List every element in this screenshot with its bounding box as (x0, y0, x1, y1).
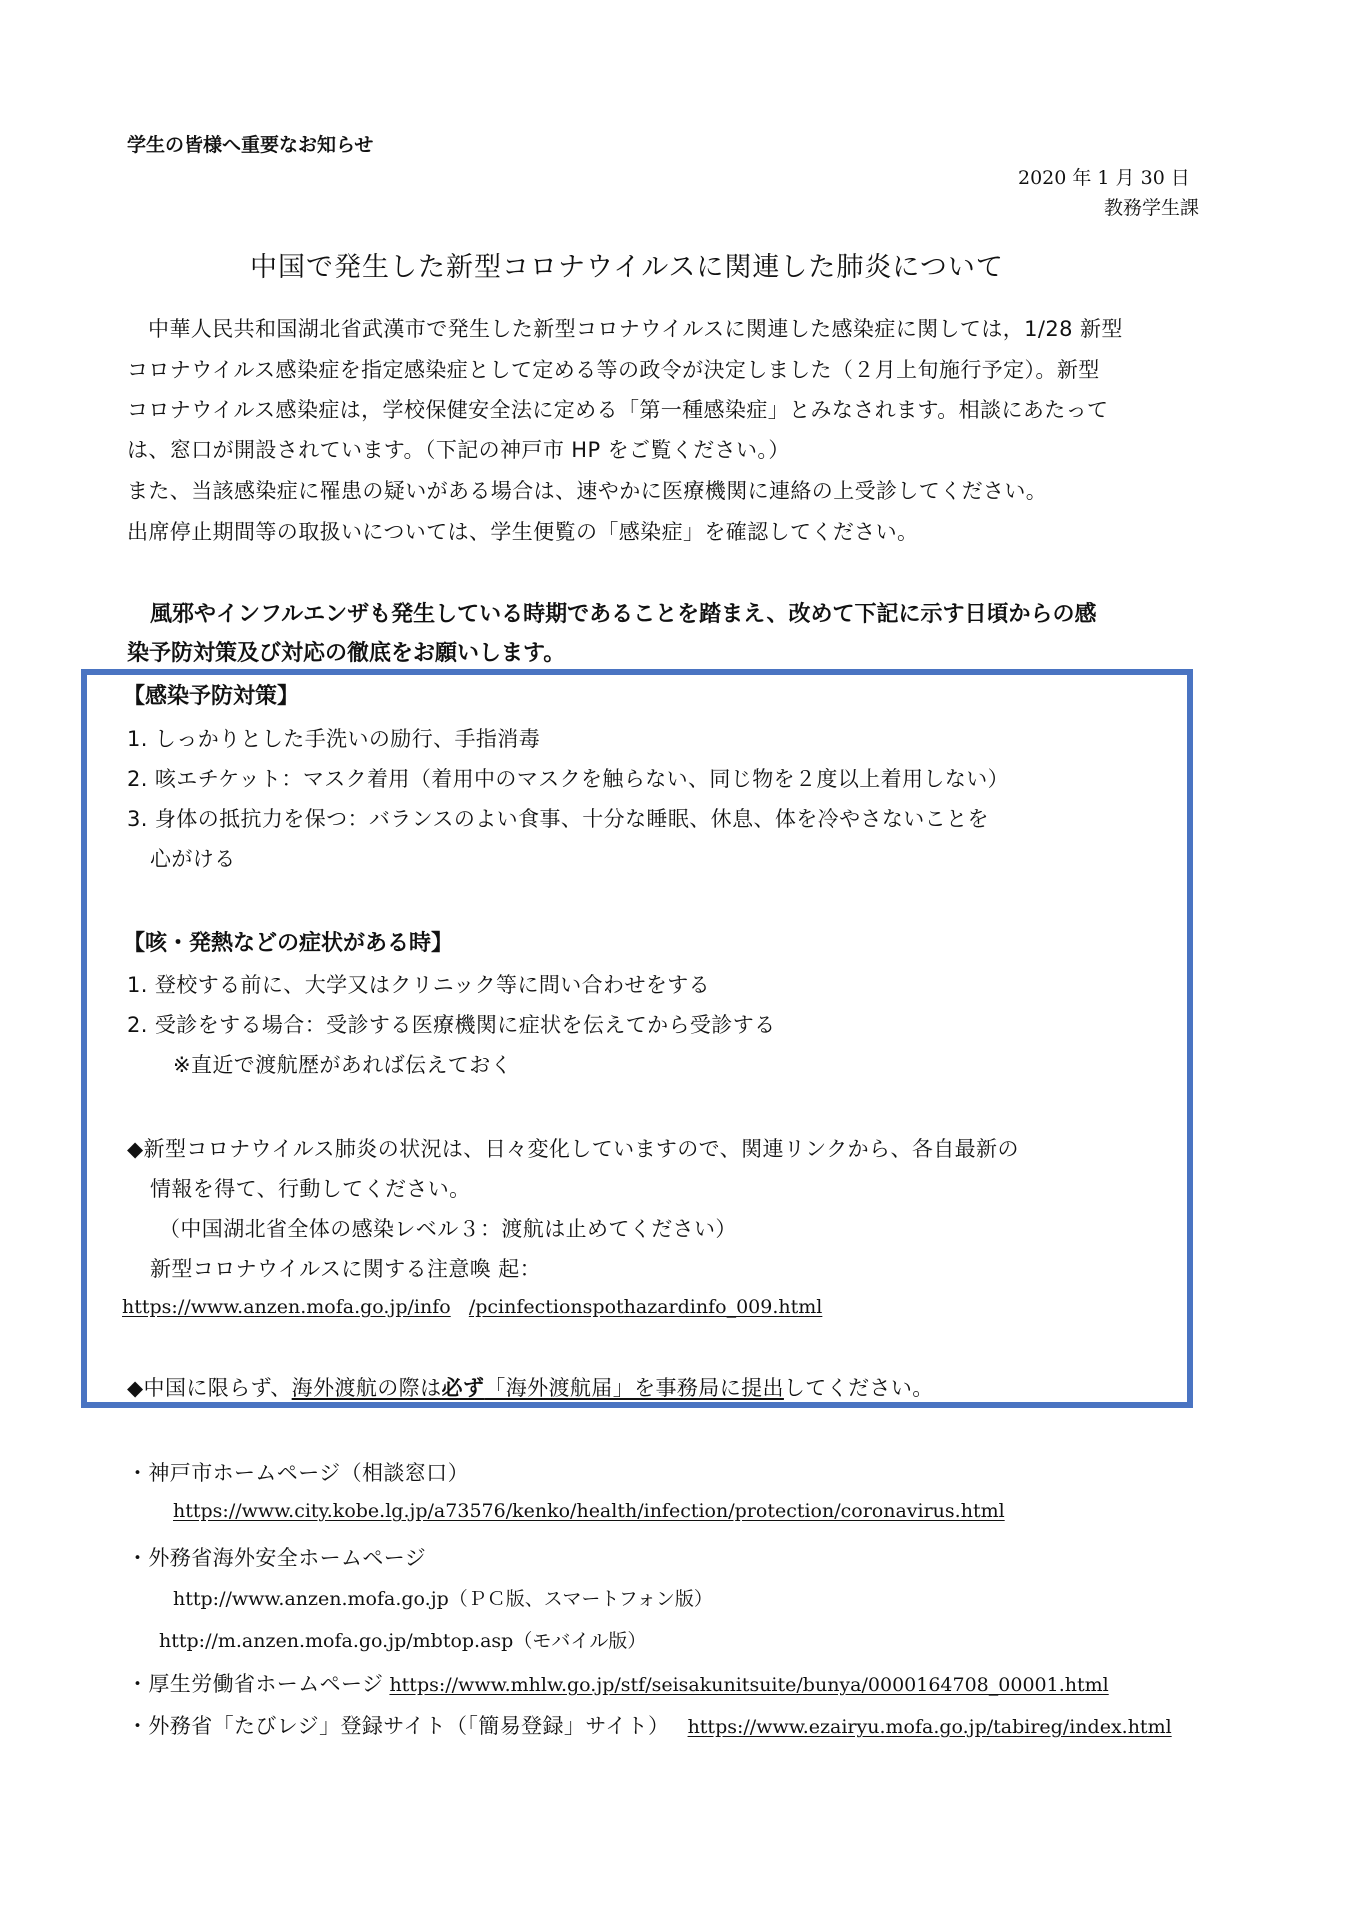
kobe-label: ・神戸市ホームページ（相談窓口） (127, 1461, 469, 1485)
notice-heading: 学生の皆様へ重要なお知らせ (127, 134, 374, 156)
request-line-1: 風邪やインフルエンザも発生している時期であることを踏まえ、改めて下記に示す日頃からの感 (150, 602, 1097, 627)
tabireg-row (127, 1710, 1172, 1740)
date: 2020 年 1 月 30 日 (1018, 167, 1190, 189)
mofa-label: ・外務省海外安全ホームページ (127, 1546, 427, 1570)
kobe-url[interactable]: https://www.city.kobe.lg.jp/a73576/kenko/health/infection/protection/coronavirus.html (173, 1500, 1005, 1522)
travel-underline-2: 「海外渡航届」を事務局に提出 (484, 1376, 784, 1400)
info-url-a[interactable]: https://www.anzen.mofa.go.jp/info (122, 1296, 451, 1318)
info-line-3: （中国湖北省全体の感染レベル３：渡航は止めてください） (159, 1217, 737, 1241)
symptoms-item-1: 1. 登校する前に、大学又はクリニック等に問い合わせをする (127, 973, 711, 997)
intro-line-3: コロナウイルス感染症は，学校保健安全法に定める「第一種感染症」とみなされます。相談にあたって (127, 398, 1109, 422)
prevention-item-3: 3. 身体の抵抗力を保つ：バランスのよい食事、十分な睡眠、休息、体を冷やさないことを (127, 807, 989, 831)
intro-line-5: また、当該感染症に罹患の疑いがある場合は、速やかに医療機関に連絡の上受診してください。 (127, 479, 1048, 503)
department: 教務学生課 (1104, 197, 1200, 219)
intro-line-1: 中華人民共和国湖北省武漢市で発生した新型コロナウイルスに関連した感染症に関しては，1/28 新型 (148, 317, 1123, 341)
mofa-mobile: http://m.anzen.mofa.go.jp/mbtop.asp（モバイル版） (159, 1630, 647, 1652)
mhlw-row (127, 1668, 1109, 1698)
prevention-item-3-cont: 心がける (150, 847, 236, 871)
prevention-item-1: 1. しっかりとした手洗いの励行、手指消毒 (127, 727, 541, 751)
symptoms-note: ※直近で渡航歴があれば伝えておく (173, 1053, 512, 1077)
travel-must: 必ず (441, 1376, 485, 1400)
info-url[interactable] (122, 1296, 822, 1318)
symptoms-heading: 【咳・発熱などの症状がある時】 (123, 931, 454, 956)
info-line-1: ◆新型コロナウイルス肺炎の状況は、日々変化していますので、関連リンクから、各自最新の (127, 1137, 1019, 1161)
travel-suffix: してください。 (783, 1376, 934, 1400)
travel-underline-1: 海外渡航の際は (291, 1376, 442, 1400)
tabireg-url[interactable]: https://www.ezairyu.mofa.go.jp/tabireg/index.html (687, 1716, 1172, 1738)
request-line-2: 染予防対策及び対応の徹底をお願いします。 (127, 641, 566, 666)
prevention-heading: 【感染予防対策】 (123, 684, 300, 709)
mofa-pc: http://www.anzen.mofa.go.jp（ＰＣ版、スマートフォン版） (173, 1588, 713, 1610)
prevention-item-2: 2. 咳エチケット：マスク着用（着用中のマスクを触らない、同じ物を２度以上着用しない） (127, 767, 1010, 791)
kobe-link[interactable] (173, 1500, 1005, 1522)
intro-line-2: コロナウイルス感染症を指定感染症として定める等の政令が決定しました（２月上旬施行予定）。新型 (127, 358, 1100, 382)
tabireg-label: ・外務省「たびレジ」登録サイト（「簡易登録」サイト） (127, 1714, 670, 1738)
travel-prefix: ◆中国に限らず、 (127, 1376, 292, 1400)
mhlw-url[interactable]: https://www.mhlw.go.jp/stf/seisakunitsuite/bunya/0000164708_00001.html (389, 1674, 1109, 1696)
info-line-2: 情報を得て、行動してください。 (150, 1177, 471, 1201)
page-title: 中国で発生した新型コロナウイルスに関連した肺炎について (250, 252, 1004, 283)
info-line-4: 新型コロナウイルスに関する注意喚 起： (150, 1257, 542, 1281)
symptoms-item-2: 2. 受診をする場合：受診する医療機関に症状を伝えてから受診する (127, 1013, 776, 1037)
mhlw-label: ・厚生労働省ホームページ (127, 1672, 384, 1696)
intro-line-6: 出席停止期間等の取扱いについては、学生便覧の「感染症」を確認してください。 (127, 520, 919, 544)
info-url-b[interactable]: /pcinfectionspothazardinfo_009.html (468, 1296, 823, 1318)
intro-line-4: は、窓口が開設されています。（下記の神戸市 HP をご覧ください。） (127, 438, 790, 462)
travel-notice (127, 1372, 934, 1402)
